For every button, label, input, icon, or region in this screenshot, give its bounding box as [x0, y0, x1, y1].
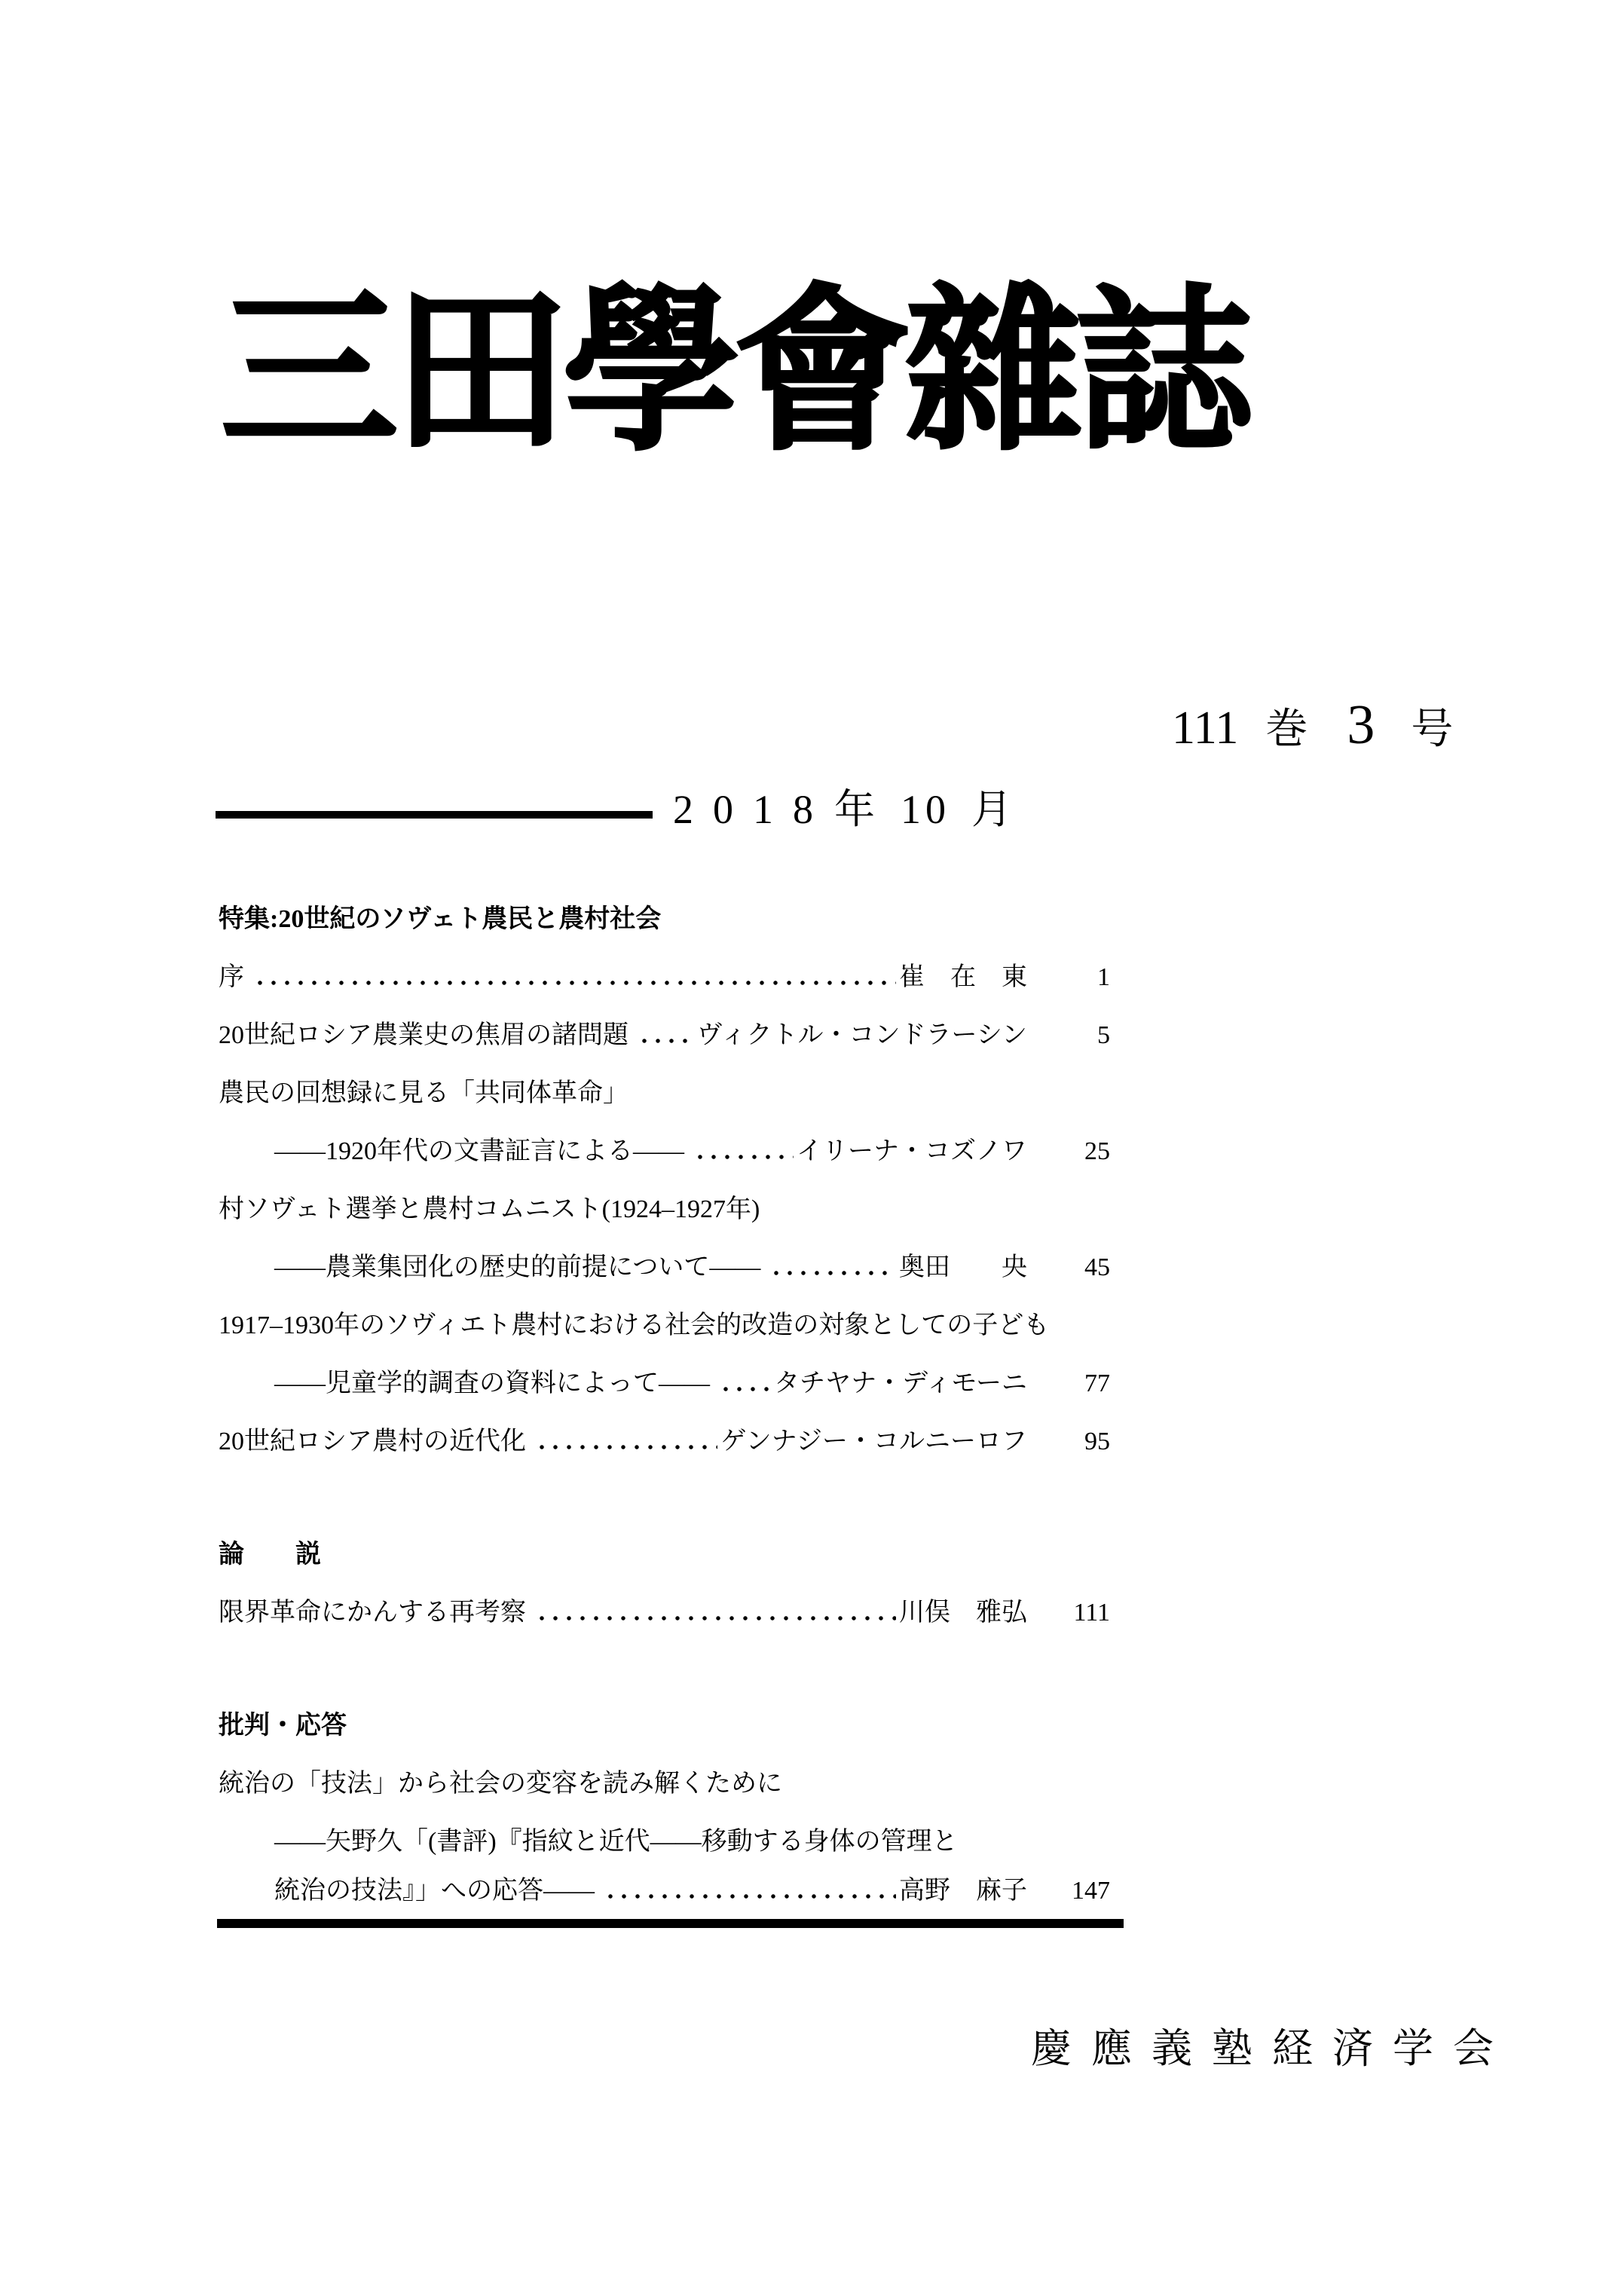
- toc-entry-row: [219, 1064, 1110, 1122]
- toc-entry-author: 川俣 雅弘: [899, 1599, 1027, 1627]
- toc-entry-row: [219, 1296, 1110, 1354]
- toc-entry-author: 高野 麻子: [899, 1877, 1027, 1905]
- toc-entry-author: 奥田 央: [899, 1253, 1027, 1281]
- dotted-leader: [693, 1122, 794, 1180]
- date-horizontal-rule: [216, 811, 653, 819]
- dotted-leader: [253, 948, 896, 1006]
- toc-entry-page-number: 45: [1084, 1253, 1110, 1281]
- toc-entry-title: 20世紀ロシア農村の近代化: [219, 1428, 526, 1455]
- issue-month: 10: [901, 787, 950, 832]
- toc-entry-page-number: 147: [1072, 1877, 1110, 1905]
- issue-number: 3: [1347, 694, 1375, 756]
- toc-entry-row: [219, 1006, 1110, 1064]
- toc-entry-row: [219, 1862, 1110, 1920]
- toc-entry-author: タチヤナ・ディモーニ: [774, 1369, 1027, 1397]
- dotted-leader: [769, 1238, 896, 1296]
- toc-heading-label: 論 説: [219, 1541, 321, 1568]
- issue-month-label: 月: [971, 787, 1012, 832]
- toc-entry-row: [219, 948, 1110, 1006]
- issue-year: 2018: [673, 787, 833, 832]
- toc-entry-page-number: 111: [1073, 1599, 1110, 1627]
- toc-entry-title: 統治の「技法」から社会の変容を読み解くために: [219, 1770, 782, 1798]
- issue-label: 号: [1411, 706, 1454, 753]
- toc-entry-page-number: 95: [1084, 1428, 1110, 1455]
- toc-entry-title: ――児童学的調査の資料によって――: [274, 1369, 710, 1397]
- volume-number: 111: [1172, 702, 1239, 754]
- dotted-leader: [719, 1354, 771, 1412]
- toc-entry-page-number: 25: [1084, 1137, 1110, 1165]
- table-of-contents: [219, 890, 1110, 1920]
- toc-entry-title: ――矢野久「(書評)『指紋と近代――移動する身体の管理と: [274, 1828, 958, 1856]
- volume-issue-line: [1172, 693, 1453, 757]
- toc-entry-title: ――農業集団化の歴史的前提について――: [274, 1253, 761, 1281]
- toc-entry-author: ヴィクトル・コンドラーシン: [696, 1021, 1027, 1049]
- toc-entry-title: ――1920年代の文書証言による――: [274, 1137, 684, 1165]
- toc-entry-title: 統治の技法』」への応答――: [274, 1877, 595, 1905]
- toc-entry-title: 序: [219, 963, 244, 991]
- toc-section-heading: [219, 890, 1110, 948]
- toc-heading-label: 特集:20世紀のソヴェト農民と農村社会: [219, 905, 662, 933]
- dotted-leader: [604, 1862, 896, 1920]
- issue-date-line: [673, 782, 1012, 837]
- toc-entry-row: [219, 1412, 1110, 1470]
- issue-year-label: 年: [834, 787, 875, 832]
- toc-entry-author: イリーナ・コズノワ: [797, 1137, 1027, 1165]
- toc-entry-row: [219, 1584, 1110, 1642]
- toc-entry-page-number: 77: [1084, 1369, 1110, 1397]
- toc-entry-author: ゲンナジー・コルニーロフ: [720, 1428, 1027, 1455]
- publisher-name: 慶應義塾経済学会: [1031, 2026, 1513, 2071]
- dotted-leader: [535, 1584, 896, 1642]
- toc-entry-title: 限界革命にかんする再考察: [219, 1599, 526, 1627]
- toc-entry-title: 1917–1930年のソヴィエト農村における社会的改造の対象としての子ども: [219, 1311, 1050, 1339]
- toc-entry-title: 村ソヴェト選挙と農村コムニスト(1924–1927年): [219, 1195, 760, 1223]
- toc-entry-row: [219, 1180, 1110, 1238]
- toc-heading-label: 批判・応答: [219, 1712, 347, 1740]
- journal-masthead-title: 三田學會雜誌: [221, 275, 1247, 471]
- dotted-leader: [638, 1006, 694, 1064]
- bottom-horizontal-rule: [217, 1919, 1124, 1928]
- toc-entry-row: [219, 1122, 1110, 1180]
- toc-entry-author: 崔 在 東: [899, 963, 1027, 991]
- toc-entry-title: 農民の回想録に見る「共同体革命」: [219, 1079, 628, 1107]
- toc-entry-page-number: 5: [1097, 1021, 1110, 1049]
- toc-entry-row: [219, 1354, 1110, 1412]
- toc-entry-row: [219, 1238, 1110, 1296]
- toc-entry-row: [219, 1755, 1110, 1813]
- toc-entry-title: 20世紀ロシア農業史の焦眉の諸問題: [219, 1021, 628, 1049]
- toc-entry-page-number: 1: [1097, 963, 1110, 991]
- toc-section-heading: [219, 1526, 1110, 1584]
- volume-label: 巻: [1265, 706, 1308, 753]
- toc-section-heading: [219, 1697, 1110, 1755]
- dotted-leader: [535, 1412, 717, 1470]
